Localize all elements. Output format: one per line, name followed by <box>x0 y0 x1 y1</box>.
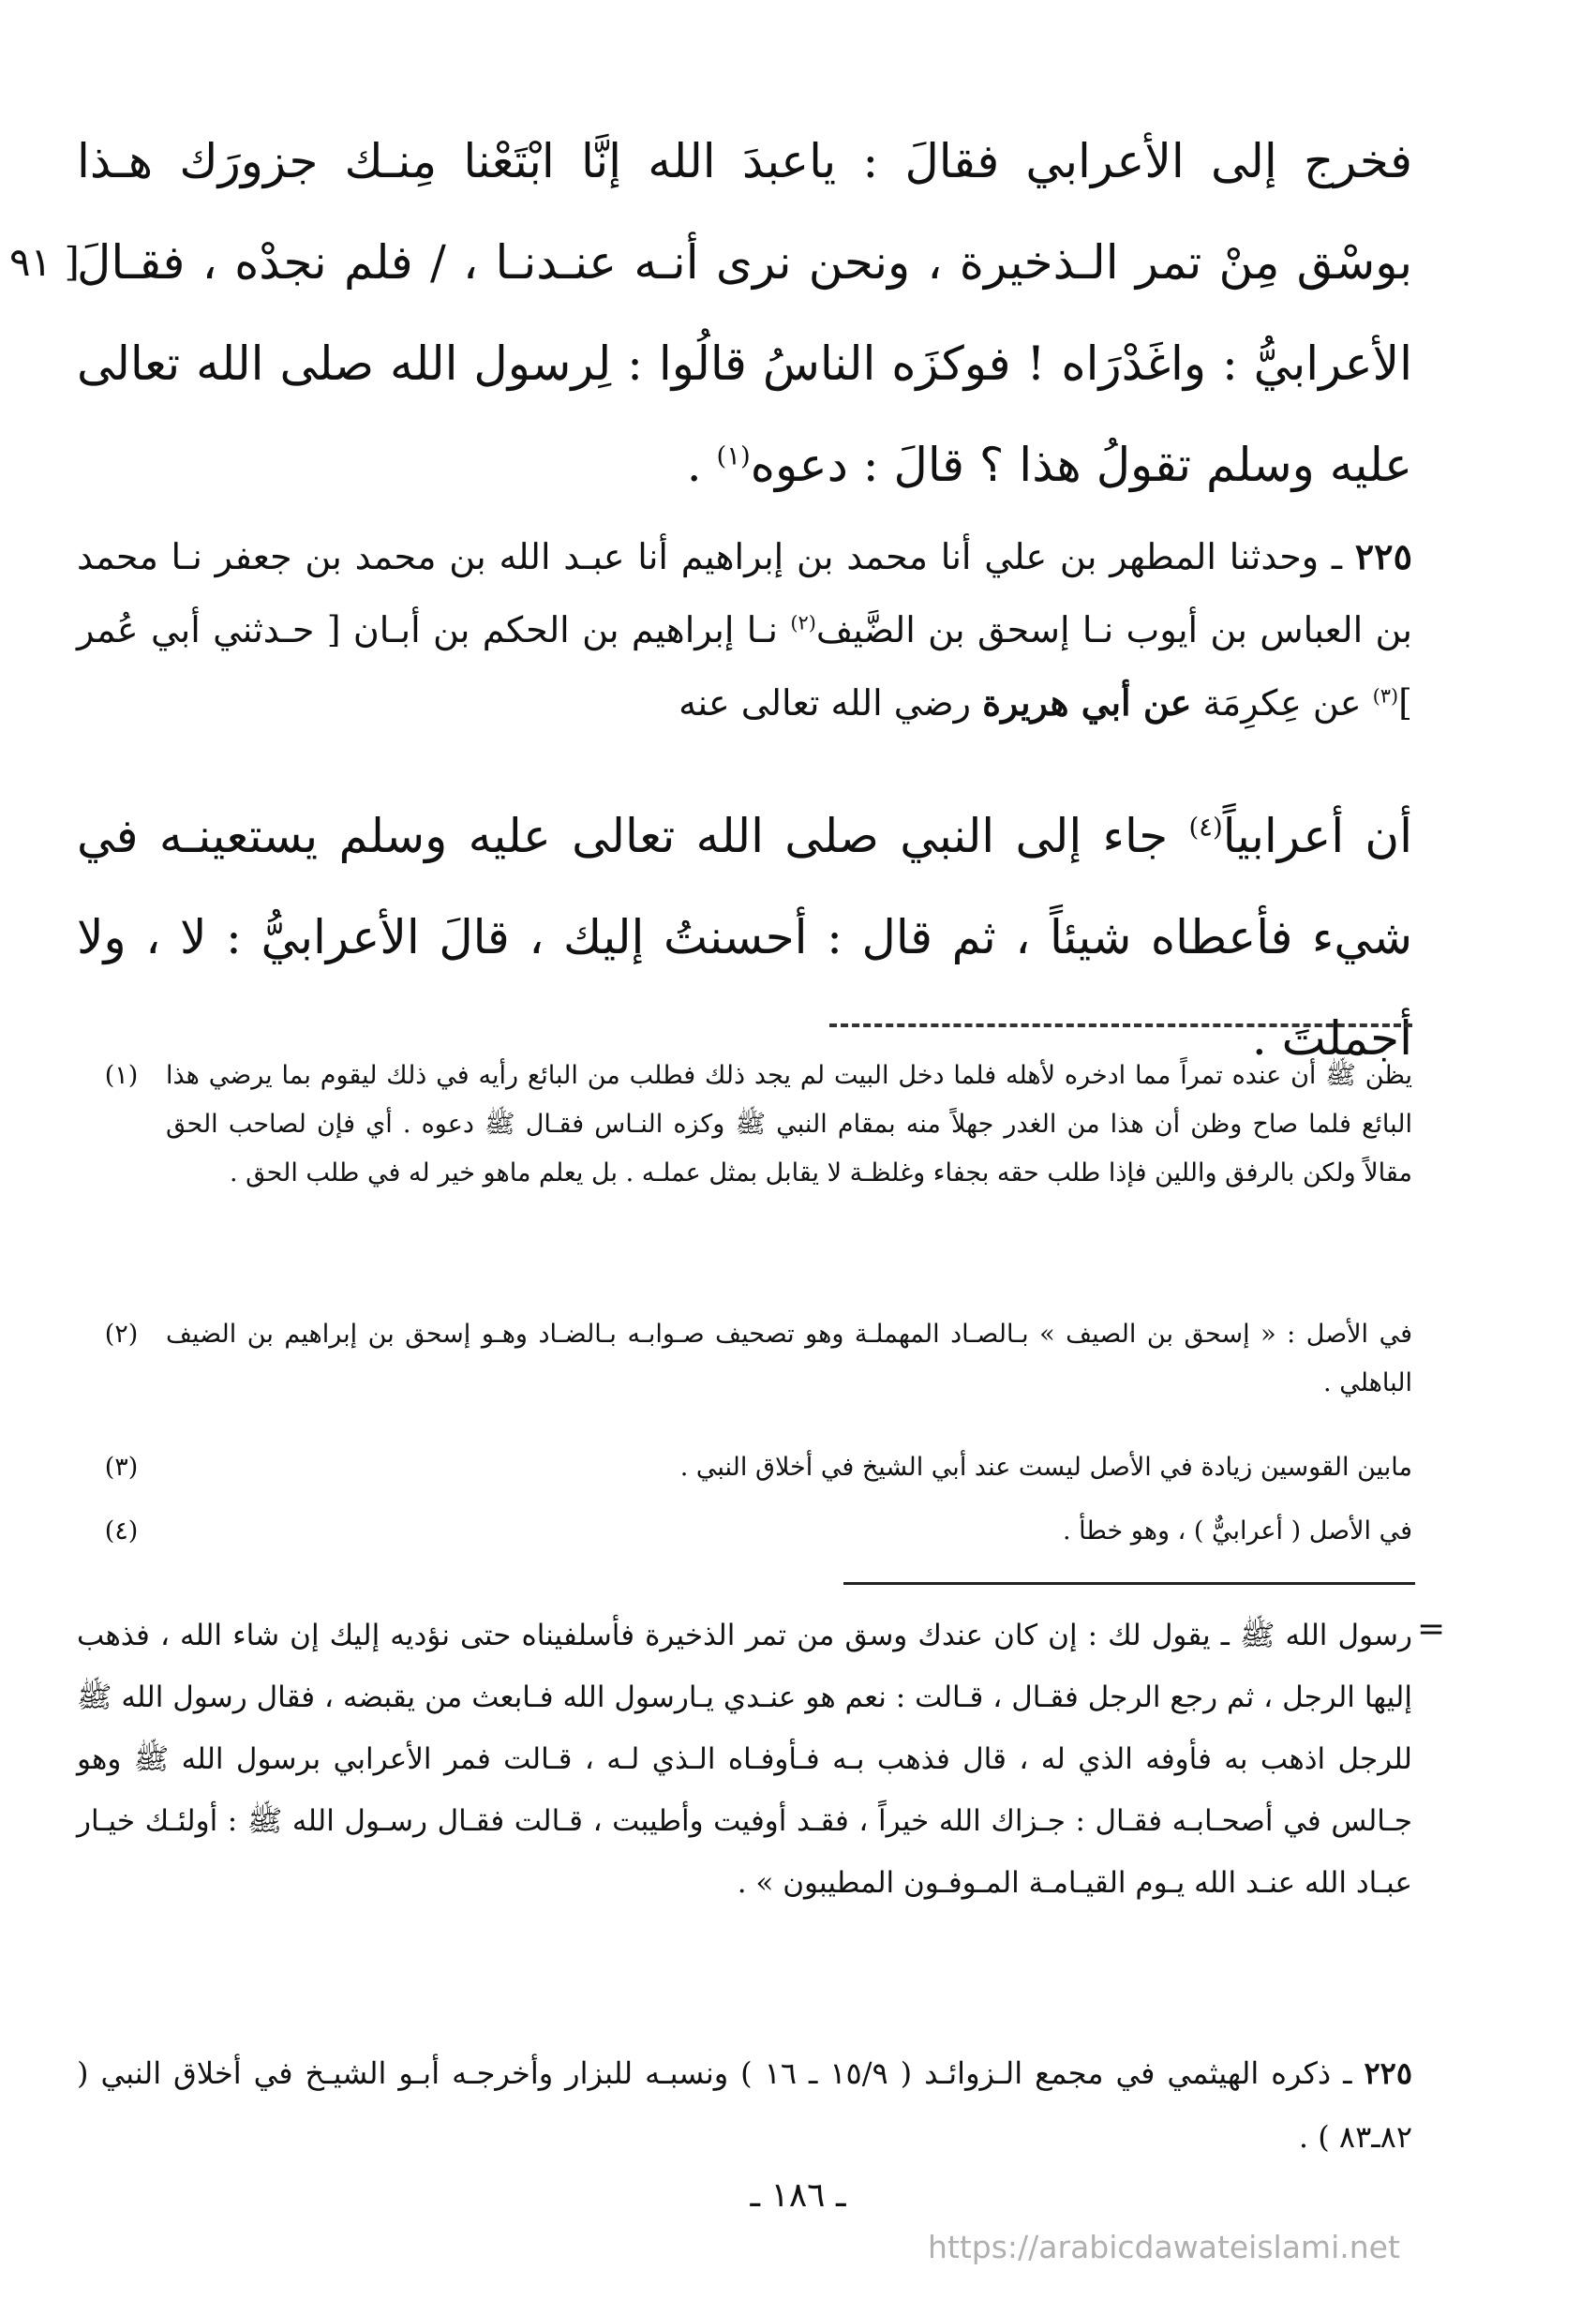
footnote-ref-2[interactable]: (٢) <box>790 611 816 635</box>
footnote-number: (٣) <box>104 1453 139 1482</box>
margin-page-marker: [ ٩١ <box>9 239 80 285</box>
isnad-text-b: نـا إبراهيم بن الحكم بن أبـان [ حـدثني أبي عُمر ] <box>77 609 1412 724</box>
isnad-text-d: رضي الله تعالى عنه <box>679 682 983 724</box>
footnote-text: يظن ﷺ أن عنده تمراً مما ادخره لأهله فلما دخل البيت لم يجد ذلك فطلب من البائع رأيه في ذلك ليقوم بما يرضي هذا البائع فلما صاح وظن أن هذا من الغدر جهلاً منه بمقام النبي ﷺ وكزه النـاس فقـال ﷺ دعوه . أي فإن لصاحب الحق مقالاً ولكن بالرفق واللين فإذا طلب حقه بجفاء وغلظـة لا يقابل بمثل عملـه . بل يعلم ماهو خير له في طلب الحق . <box>166 1061 1412 1187</box>
reference-text: ـ ذكره الهيثمي في مجمع الـزوائـد ( ١٥/٩ ـ ١٦ ) ونسبـه للبزار وأخرجـه أبـو الشيـخ في أخلاق النبي ( ٨٢ـ٨٣ ) . <box>77 2055 1412 2155</box>
footnote-text: في الأصل ( أعرابيٌّ ) ، وهو خطأ . <box>1062 1516 1412 1546</box>
footnote-ref-1[interactable]: (١) <box>716 441 751 471</box>
isnad-text-a: ـ وحدثنا المطهر بن علي أنا محمد بن إبراهيم أنا عبـد الله بن محمد بن جعفر نـا محمد بن العباس بن أيوب نـا إسحق بن الضَّيف <box>77 536 1412 650</box>
para1-end: . <box>686 438 717 492</box>
footnote-ref-4[interactable]: (٤) <box>1188 812 1223 843</box>
isnad-text-c: عن عِكرِمَة <box>1191 682 1373 724</box>
footnote-separator-dashed <box>829 1023 1412 1027</box>
para3-text-b: جاء إلى النبي صلى الله تعالى عليه وسلم يستعينـه في شيء فأعطاه شيئاً ، ثم قال : أحسنتُ إليك ، قالَ الأعرابيُّ : لا ، ولا أجملتَ . <box>77 809 1412 1066</box>
main-paragraph-1 <box>77 111 1412 515</box>
footnote-number: (١) <box>104 1061 139 1090</box>
section-separator-solid <box>843 1582 1415 1585</box>
footnote-text: مابين القوسين زيادة في الأصل ليست عند أبي الشيخ في أخلاق النبي . <box>679 1453 1412 1482</box>
para3-text-a: أن أعرابياً <box>1222 809 1412 863</box>
main-paragraph-3 <box>77 785 1412 1089</box>
footnote-4 <box>77 1507 1412 1556</box>
isnad-paragraph <box>77 520 1412 739</box>
isnad-narrator-bold: عن أبي هريرة <box>982 681 1192 724</box>
page-number: ـ ١٨٦ ـ <box>750 2176 846 2215</box>
footnote-ref-3[interactable]: (٣) <box>1372 684 1399 708</box>
footnote-3 <box>77 1443 1412 1492</box>
continuation-paragraph: رسول الله ﷺ ـ يقول لك : إن كان عندك وسق من تمر الذخيرة فأسلفيناه حتى نؤديه إليك إن شاء الله ، فذهب إليها الرجل ، ثم رجع الرجل فقـال ، قـالت : نعم هو عنـدي يـارسول الله فـابعث من يقبضه ، فقال رسول الله ﷺ للرجل اذهب به فأوفه الذي له ، قال فذهب بـه فـأوفـاه الـذي لـه ، قـالت فمر الأعرابي برسول الله ﷺ وهو جـالس في أصحـابـه فقـال : جـزاك الله خيراً ، فقـد أوفيت وأطيبت ، قـالت فقـال رسـول الله ﷺ : أولئـك خيـار عبـاد الله عنـد الله يـوم القيـامـة المـوفـون المطيبون » . <box>77 1619 1412 1900</box>
footnote-1 <box>77 1052 1412 1198</box>
footnote-text: في الأصل : « إسحق بن الصيف » بـالصـاد المهملـة وهو تصحيف صـوابـه بـالضـاد وهـو إسحق بن إبراهيم بن الضيف الباهلي . <box>166 1320 1412 1397</box>
footnote-number: (٤) <box>104 1516 139 1546</box>
continuation-mark: = <box>1417 1610 1446 1649</box>
watermark-url: https://arabicdawateislami.net <box>928 2229 1400 2265</box>
para1-text: فخرج إلى الأعرابي فقالَ : ياعبدَ الله إنَّا ابْتَعْنا مِنـك جزورَك هـذا بوسْق مِنْ تمر الـذخيرة ، ونحن نرى أنـه عنـدنـا ، / فلم نجدْه ، فقـالَ الأعرابيُّ : واغَدْرَاه ! فوكزَه الناسُ قالُوا : لِرسول الله صلى الله تعالى عليه وسلم تقولُ هذا ؟ قالَ : دعوه <box>77 134 1412 492</box>
hadith-number: ٢٢٥ <box>1354 535 1412 577</box>
reference-number: ٢٢٥ <box>1364 2055 1413 2091</box>
footnote-number: (٢) <box>104 1320 139 1349</box>
reference-paragraph <box>77 2041 1412 2169</box>
footnote-2 <box>77 1310 1412 1408</box>
